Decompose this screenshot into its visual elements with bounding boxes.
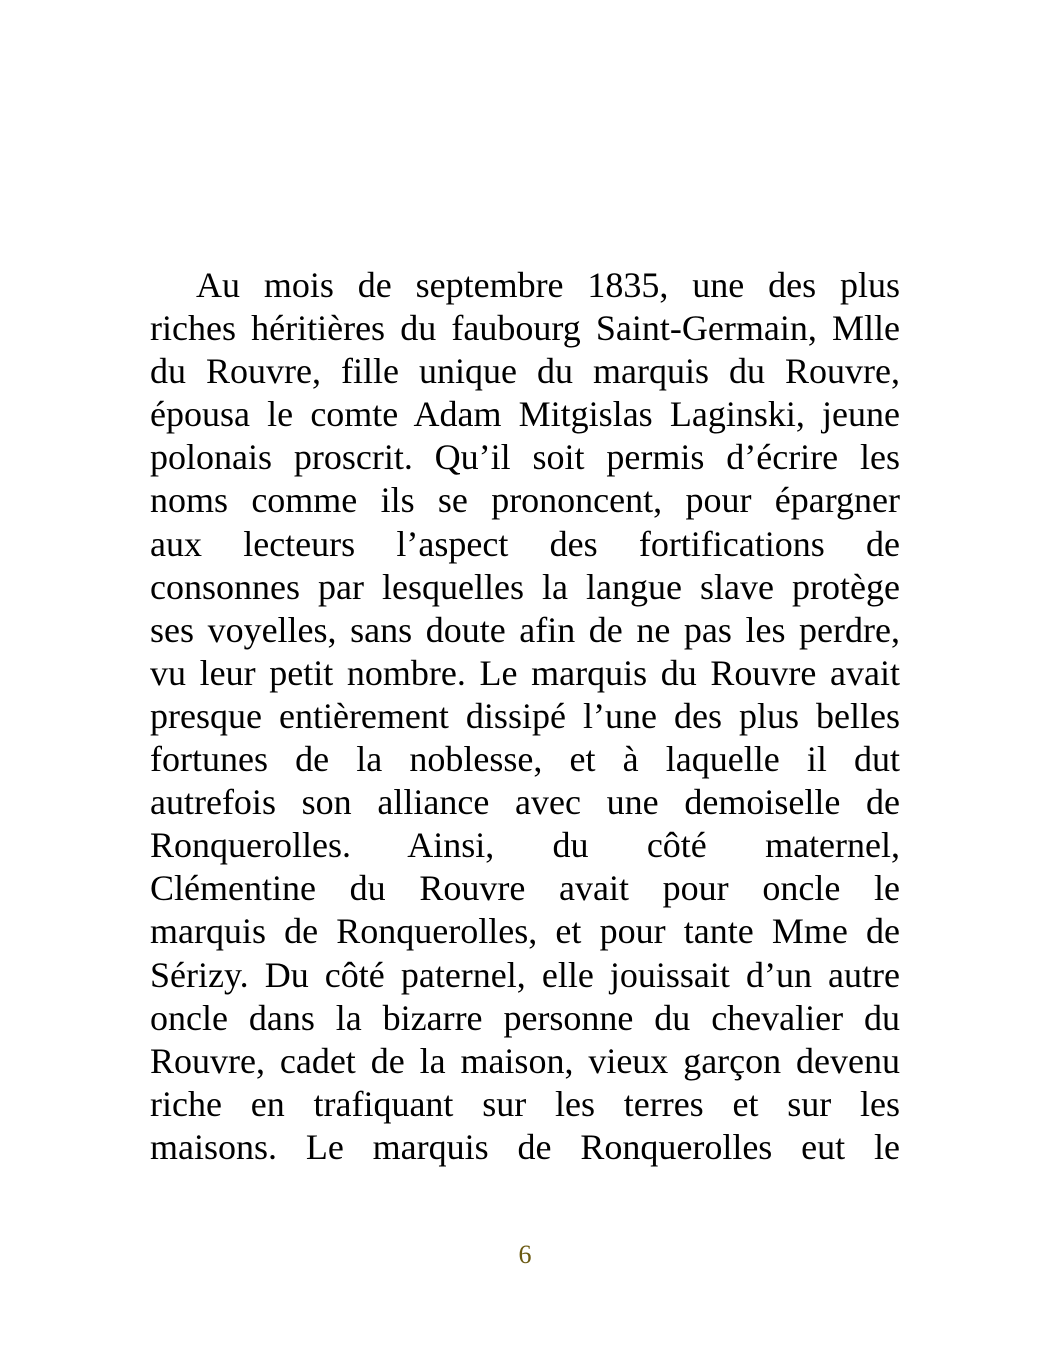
text-line: Au mois de septembre 1835, une des plus	[196, 265, 900, 305]
text-line: vu leur petit nombre. Le marquis du Rouvre avait	[150, 652, 900, 693]
text-line: ses voyelles, sans doute afin de ne pas les perdre,	[150, 609, 900, 650]
text-line: Sérizy. Du côté paternel, elle jouissait d’un autre	[150, 954, 900, 995]
text-line: fortunes de la noblesse, et à laquelle il dut	[150, 739, 900, 780]
text-line: noms comme ils se prononcent, pour épargner	[150, 480, 900, 521]
page-number: 6	[518, 1240, 532, 1269]
text-line: riche en trafiquant sur les terres et sur les	[150, 1083, 900, 1124]
text-line: maisons. Le marquis de Ronquerolles eut le	[150, 1126, 900, 1167]
text-line: consonnes par lesquelles la langue slave protège	[150, 566, 900, 607]
text-line: Ronquerolles. Ainsi, du côté maternel,	[150, 825, 900, 866]
text-line: épousa le comte Adam Mitgislas Laginski, jeune	[150, 394, 900, 435]
body-paragraph	[150, 264, 900, 1169]
text-line: autrefois son alliance avec une demoiselle de	[150, 782, 900, 823]
text-line: aux lecteurs l’aspect des fortifications de	[150, 523, 900, 564]
text-line: riches héritières du faubourg Saint-Germain, Mlle	[150, 308, 900, 349]
text-line: polonais proscrit. Qu’il soit permis d’écrire les	[150, 437, 900, 478]
text-line: Rouvre, cadet de la maison, vieux garçon devenu	[150, 1040, 900, 1081]
text-line: Clémentine du Rouvre avait pour oncle le	[150, 868, 900, 909]
text-line: presque entièrement dissipé l’une des plus belles	[150, 695, 900, 736]
text-line: du Rouvre, fille unique du marquis du Rouvre,	[150, 351, 900, 392]
text-line: oncle dans la bizarre personne du chevalier du	[150, 997, 900, 1038]
text-line: marquis de Ronquerolles, et pour tante Mme de	[150, 911, 900, 952]
